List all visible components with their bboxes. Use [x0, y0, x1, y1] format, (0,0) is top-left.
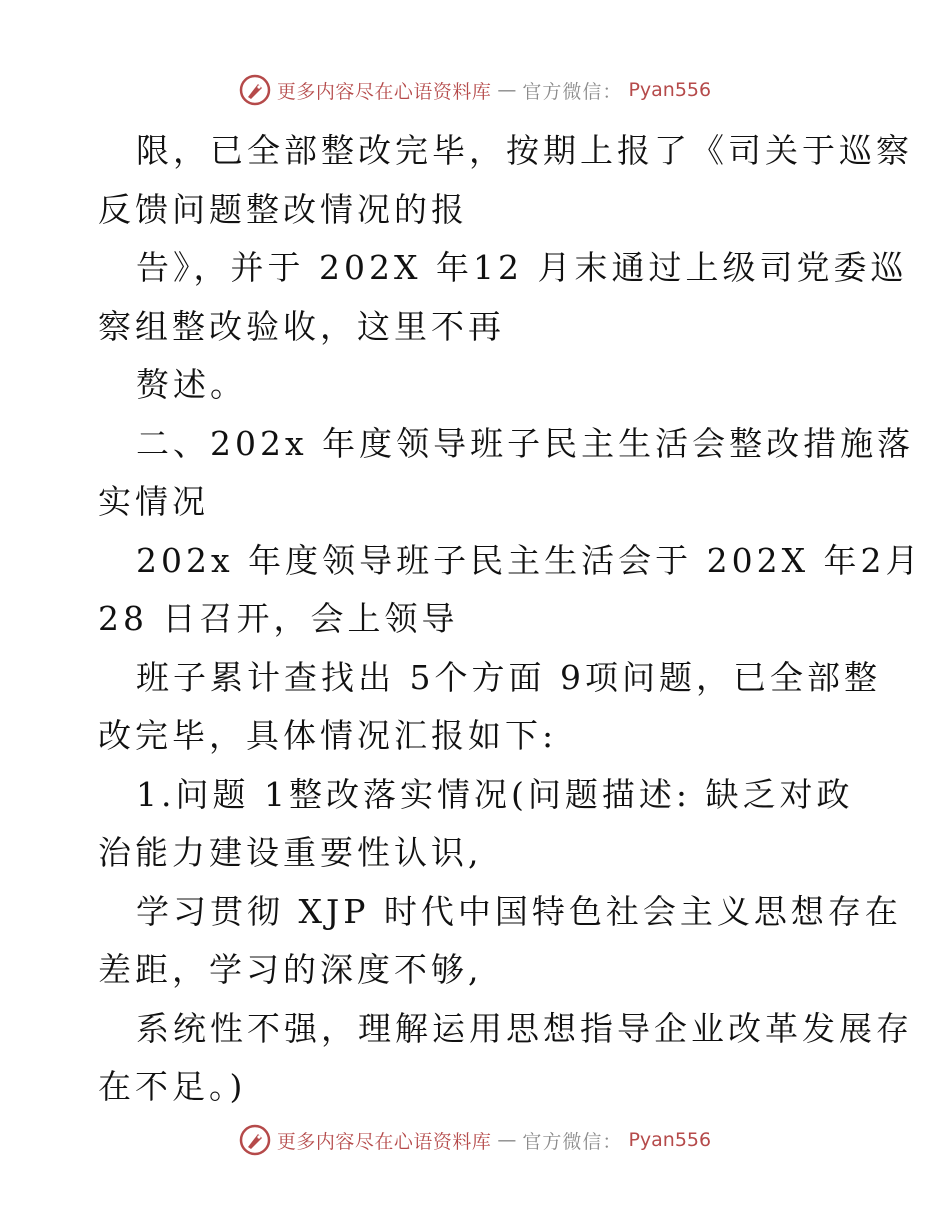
watermark-official-label: 官方微信： — [522, 80, 623, 103]
text-line: 1.问题 1整改落实情况(问题描述: 缺乏对政 — [136, 774, 854, 814]
section-heading-line: 二、202x 年度领导班子民主生活会整改措施落 — [136, 423, 915, 463]
watermark-text: 更多内容尽在心语资料库 — [276, 1130, 492, 1153]
text-line: 28 日召开，会上领导 — [98, 599, 459, 638]
text-line: 202x 年度领导班子民主生活会于 202X 年2月 — [136, 540, 923, 580]
text-line: 学习贯彻 XJP 时代中国特色社会主义思想存在 — [136, 891, 902, 931]
watermark-dash: — — [497, 1129, 517, 1151]
text-line: 赘述。 — [136, 365, 247, 404]
pen-nib-logo-icon — [239, 74, 271, 106]
watermark-wechat-id: Pyan556 — [628, 79, 712, 101]
watermark-wechat-id: Pyan556 — [628, 1129, 712, 1151]
text-line: 改完毕，具体情况汇报如下: — [98, 716, 558, 755]
text-line: 班子累计查找出 5个方面 9项问题，已全部整 — [136, 657, 881, 697]
section-heading-line: 实情况 — [98, 482, 209, 521]
text-line: 系统性不强，理解运用思想指导企业改革发展存 — [136, 1008, 913, 1048]
text-line: 限，已全部整改完毕，按期上报了《司关于巡察 — [136, 131, 913, 170]
watermark-official-label: 官方微信： — [522, 1130, 623, 1153]
text-line: 差距，学习的深度不够, — [98, 950, 483, 989]
text-line: 在不足。) — [98, 1067, 247, 1106]
document-body — [98, 122, 923, 1117]
watermark-dash: — — [497, 79, 517, 101]
footer-watermark — [0, 1120, 950, 1160]
text-line: 治能力建设重要性认识, — [98, 833, 483, 872]
text-line: 告》，并于 202X 年12 月末通过上级司党委巡 — [136, 248, 908, 287]
text-line: 反馈问题整改情况的报 — [98, 189, 468, 229]
header-watermark — [0, 70, 950, 110]
watermark-text: 更多内容尽在心语资料库 — [276, 80, 492, 103]
text-line: 察组整改验收，这里不再 — [98, 306, 505, 346]
pen-nib-logo-icon — [239, 1124, 271, 1156]
